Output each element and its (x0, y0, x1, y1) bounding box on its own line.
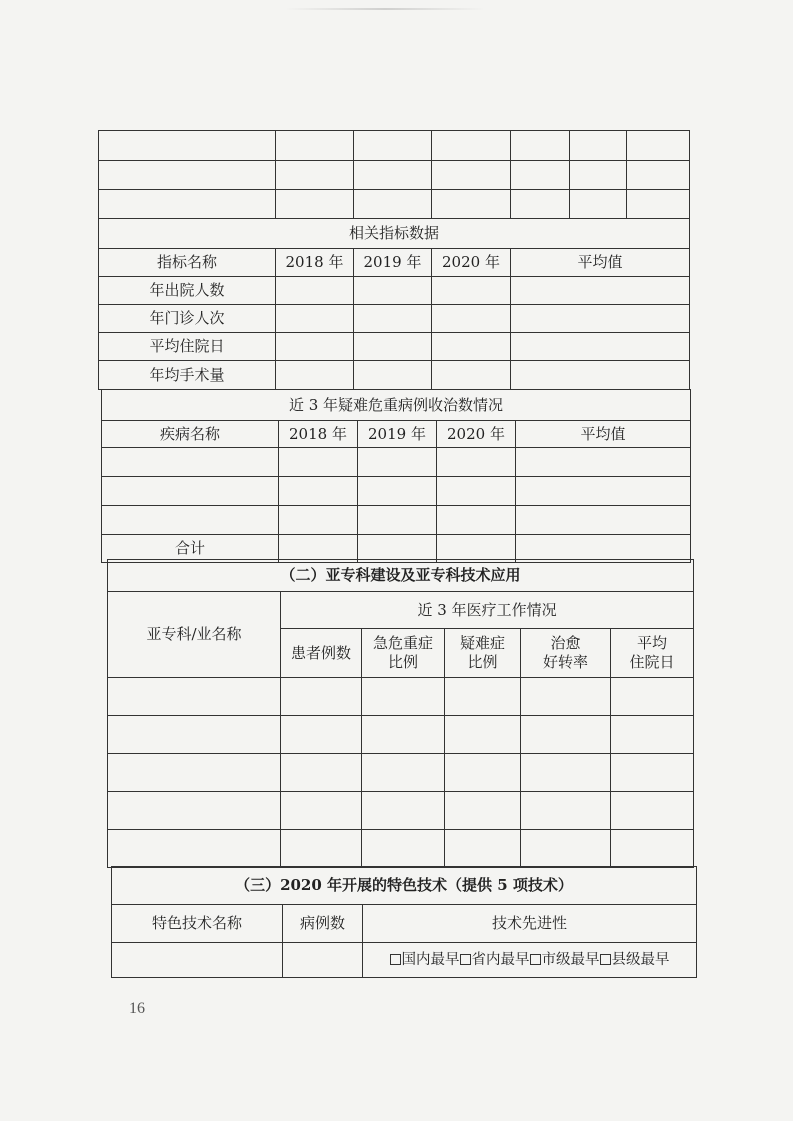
scan-artifact (285, 8, 485, 10)
section2-title: （二）亚专科建设及亚专科技术应用 (108, 560, 694, 592)
page-number: 16 (129, 1000, 145, 1017)
table-row (99, 361, 690, 390)
checkbox-icon[interactable] (390, 954, 401, 965)
row-label: 年门诊人次 (99, 305, 276, 333)
cases-column-headers (102, 421, 691, 448)
column-header: 平均值 (511, 249, 690, 277)
row-label: 年出院人数 (99, 277, 276, 305)
table-row (99, 277, 690, 305)
table-row (108, 792, 694, 830)
checkbox-icon[interactable] (530, 954, 541, 965)
table-row (102, 448, 691, 477)
table-row (108, 754, 694, 792)
subspecialty-name-header: 亚专科/业名称 (108, 592, 281, 678)
table-row (108, 830, 694, 868)
cases-table (101, 389, 691, 563)
option-county[interactable]: 县级最早 (600, 952, 670, 968)
blank-row (99, 190, 690, 219)
indicators-header: 相关指标数据 (99, 219, 690, 249)
table-row (99, 305, 690, 333)
column-header: 2020 年 (437, 421, 516, 448)
indicators-table (98, 130, 690, 390)
cases-header: 近 3 年疑难危重病例收治数情况 (102, 390, 691, 421)
col-tech-name: 特色技术名称 (112, 905, 283, 943)
column-header: 2018 年 (279, 421, 358, 448)
column-header: 指标名称 (99, 249, 276, 277)
col-difficult: 疑难症 比例 (445, 629, 521, 678)
option-provincial[interactable]: 省内最早 (460, 952, 530, 968)
table-row (102, 506, 691, 535)
table-row (108, 716, 694, 754)
column-header: 2020 年 (432, 249, 511, 277)
row-label: 平均住院日 (99, 333, 276, 361)
featured-tech-table (111, 866, 697, 978)
checkbox-icon[interactable] (460, 954, 471, 965)
indicators-column-headers (99, 249, 690, 277)
column-header: 2019 年 (358, 421, 437, 448)
col-case-count: 病例数 (283, 905, 363, 943)
table-row (99, 333, 690, 361)
option-national[interactable]: 国内最早 (390, 952, 460, 968)
col-patients: 患者例数 (281, 629, 362, 678)
advance-options (363, 943, 697, 978)
column-header: 2019 年 (354, 249, 432, 277)
col-cure: 治愈 好转率 (521, 629, 611, 678)
column-header: 2018 年 (276, 249, 354, 277)
col-los: 平均 住院日 (611, 629, 694, 678)
table-row (108, 678, 694, 716)
option-city[interactable]: 市级最早 (530, 952, 600, 968)
column-header: 平均值 (516, 421, 691, 448)
work-header: 近 3 年医疗工作情况 (281, 592, 694, 629)
total-label: 合计 (102, 535, 279, 563)
table-row (102, 477, 691, 506)
col-critical: 急危重症 比例 (362, 629, 445, 678)
blank-row (99, 131, 690, 161)
col-advance: 技术先进性 (363, 905, 697, 943)
section3-title: （三）2020 年开展的特色技术（提供 5 项技术） (112, 867, 697, 905)
featured-tech-column-headers (112, 905, 697, 943)
table-row (112, 943, 697, 978)
subspecialty-table (107, 559, 694, 868)
checkbox-icon[interactable] (600, 954, 611, 965)
column-header: 疾病名称 (102, 421, 279, 448)
row-label: 年均手术量 (99, 361, 276, 390)
blank-row (99, 161, 690, 190)
